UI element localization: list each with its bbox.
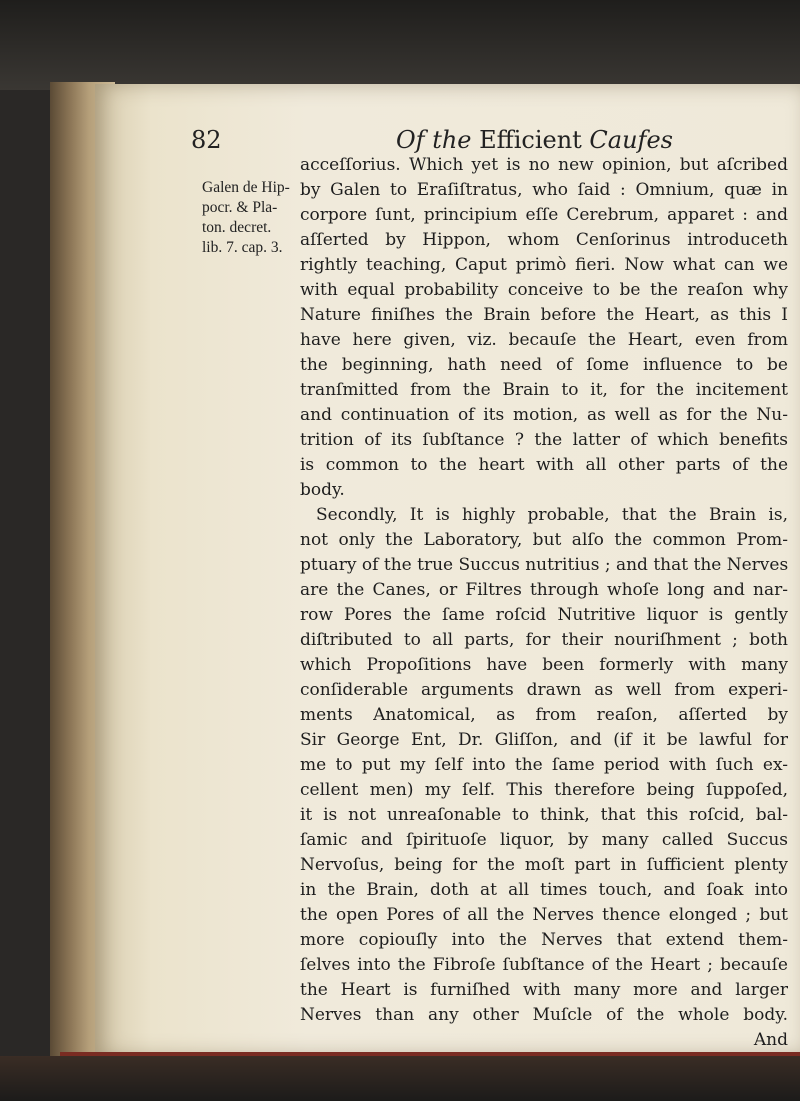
text-line: conſiderable arguments drawn as well from experi-	[300, 680, 788, 700]
marginal-note-line: ton. decret.	[202, 219, 272, 236]
body-text	[300, 153, 788, 1053]
text-line: ments Anatomical, as from reaſon, aſſerted by	[300, 705, 788, 725]
text-line: rightly teaching, Caput primò fieri. Now what can we	[300, 255, 788, 275]
text-line: ſelves into the Fibroſe ſubſtance of the Heart ; becauſe	[300, 955, 788, 975]
text-line: and continuation of its motion, as well as for the Nu-	[300, 405, 788, 425]
text-line: cellent men) my ſelf. This therefore being ſuppoſed,	[300, 780, 788, 800]
text-line: have here given, viz. becauſe the Heart, even from	[300, 330, 788, 350]
text-line: are the Canes, or Filtres through whoſe long and nar-	[300, 580, 788, 600]
marginal-note-line: Galen de Hip-	[202, 179, 290, 196]
page-number: 82	[191, 126, 222, 154]
text-line: more copiouſly into the Nerves that extend them-	[300, 930, 788, 950]
text-line: it is not unreaſonable to think, that this roſcid, bal-	[300, 805, 788, 825]
marginal-note-line: pocr. & Pla-	[202, 199, 278, 216]
text-line: Nervoſus, being for the moſt part in ſufficient plenty	[300, 855, 788, 875]
text-line: the open Pores of all the Nerves thence elonged ; but	[300, 905, 788, 925]
running-title-upright: Efficient	[479, 126, 582, 154]
text-line: not only the Laboratory, but alſo the common Prom-	[300, 530, 788, 550]
running-title-prefix: Of the	[396, 126, 480, 154]
catchword: And	[753, 1030, 788, 1050]
text-line: by Galen to Eraſiſtratus, who ſaid : Omnium, quæ in	[300, 180, 788, 200]
text-line: Sir George Ent, Dr. Gliſſon, and (if it be lawful for	[300, 730, 788, 750]
text-line: is common to the heart with all other parts of the	[300, 455, 788, 475]
text-line: aſſerted by Hippon, whom Cenſorinus introduceth	[300, 230, 788, 250]
text-line: Secondly, It is highly probable, that the Brain is,	[316, 505, 788, 525]
text-line: the beginning, hath need of ſome influence to be	[300, 355, 788, 375]
text-line: trition of its ſubſtance ? the latter of which benefits	[300, 430, 788, 450]
text-line: me to put my ſelf into the ſame period with ſuch ex-	[300, 755, 788, 775]
text-line: diſtributed to all parts, for their nouriſhment ; both	[300, 630, 788, 650]
text-line: corpore ſunt, principium eſſe Cerebrum, apparet : and	[300, 205, 788, 225]
text-line: with equal probability conceive to be the reaſon why	[300, 280, 788, 300]
scan-background-bottom	[0, 1056, 800, 1101]
text-line: body.	[300, 480, 345, 500]
scan-background-top	[0, 0, 800, 90]
running-title	[396, 126, 673, 154]
text-line: Nerves than any other Muſcle of the whole body.	[300, 1005, 788, 1025]
text-line: in the Brain, doth at all times touch, and ſoak into	[300, 880, 788, 900]
text-line: row Pores the ſame roſcid Nutritive liquor is gently	[300, 605, 788, 625]
text-line: which Propoſitions have been formerly with many	[300, 655, 788, 675]
text-line: ſamic and ſpirituoſe liquor, by many called Succus	[300, 830, 788, 850]
marginal-note-line: lib. 7. cap. 3.	[202, 239, 283, 256]
running-title-suffix: Caufes	[581, 126, 673, 154]
text-line: tranſmitted from the Brain to it, for the incitement	[300, 380, 788, 400]
text-line: Nature finiſhes the Brain before the Heart, as this I	[300, 305, 788, 325]
marginal-note	[202, 178, 292, 258]
text-line: the Heart is furniſhed with many more and larger	[300, 980, 788, 1000]
text-line: acceſſorius. Which yet is no new opinion, but aſcribed	[300, 155, 788, 175]
text-line: ptuary of the true Succus nutritius ; and that the Nerves	[300, 555, 789, 575]
